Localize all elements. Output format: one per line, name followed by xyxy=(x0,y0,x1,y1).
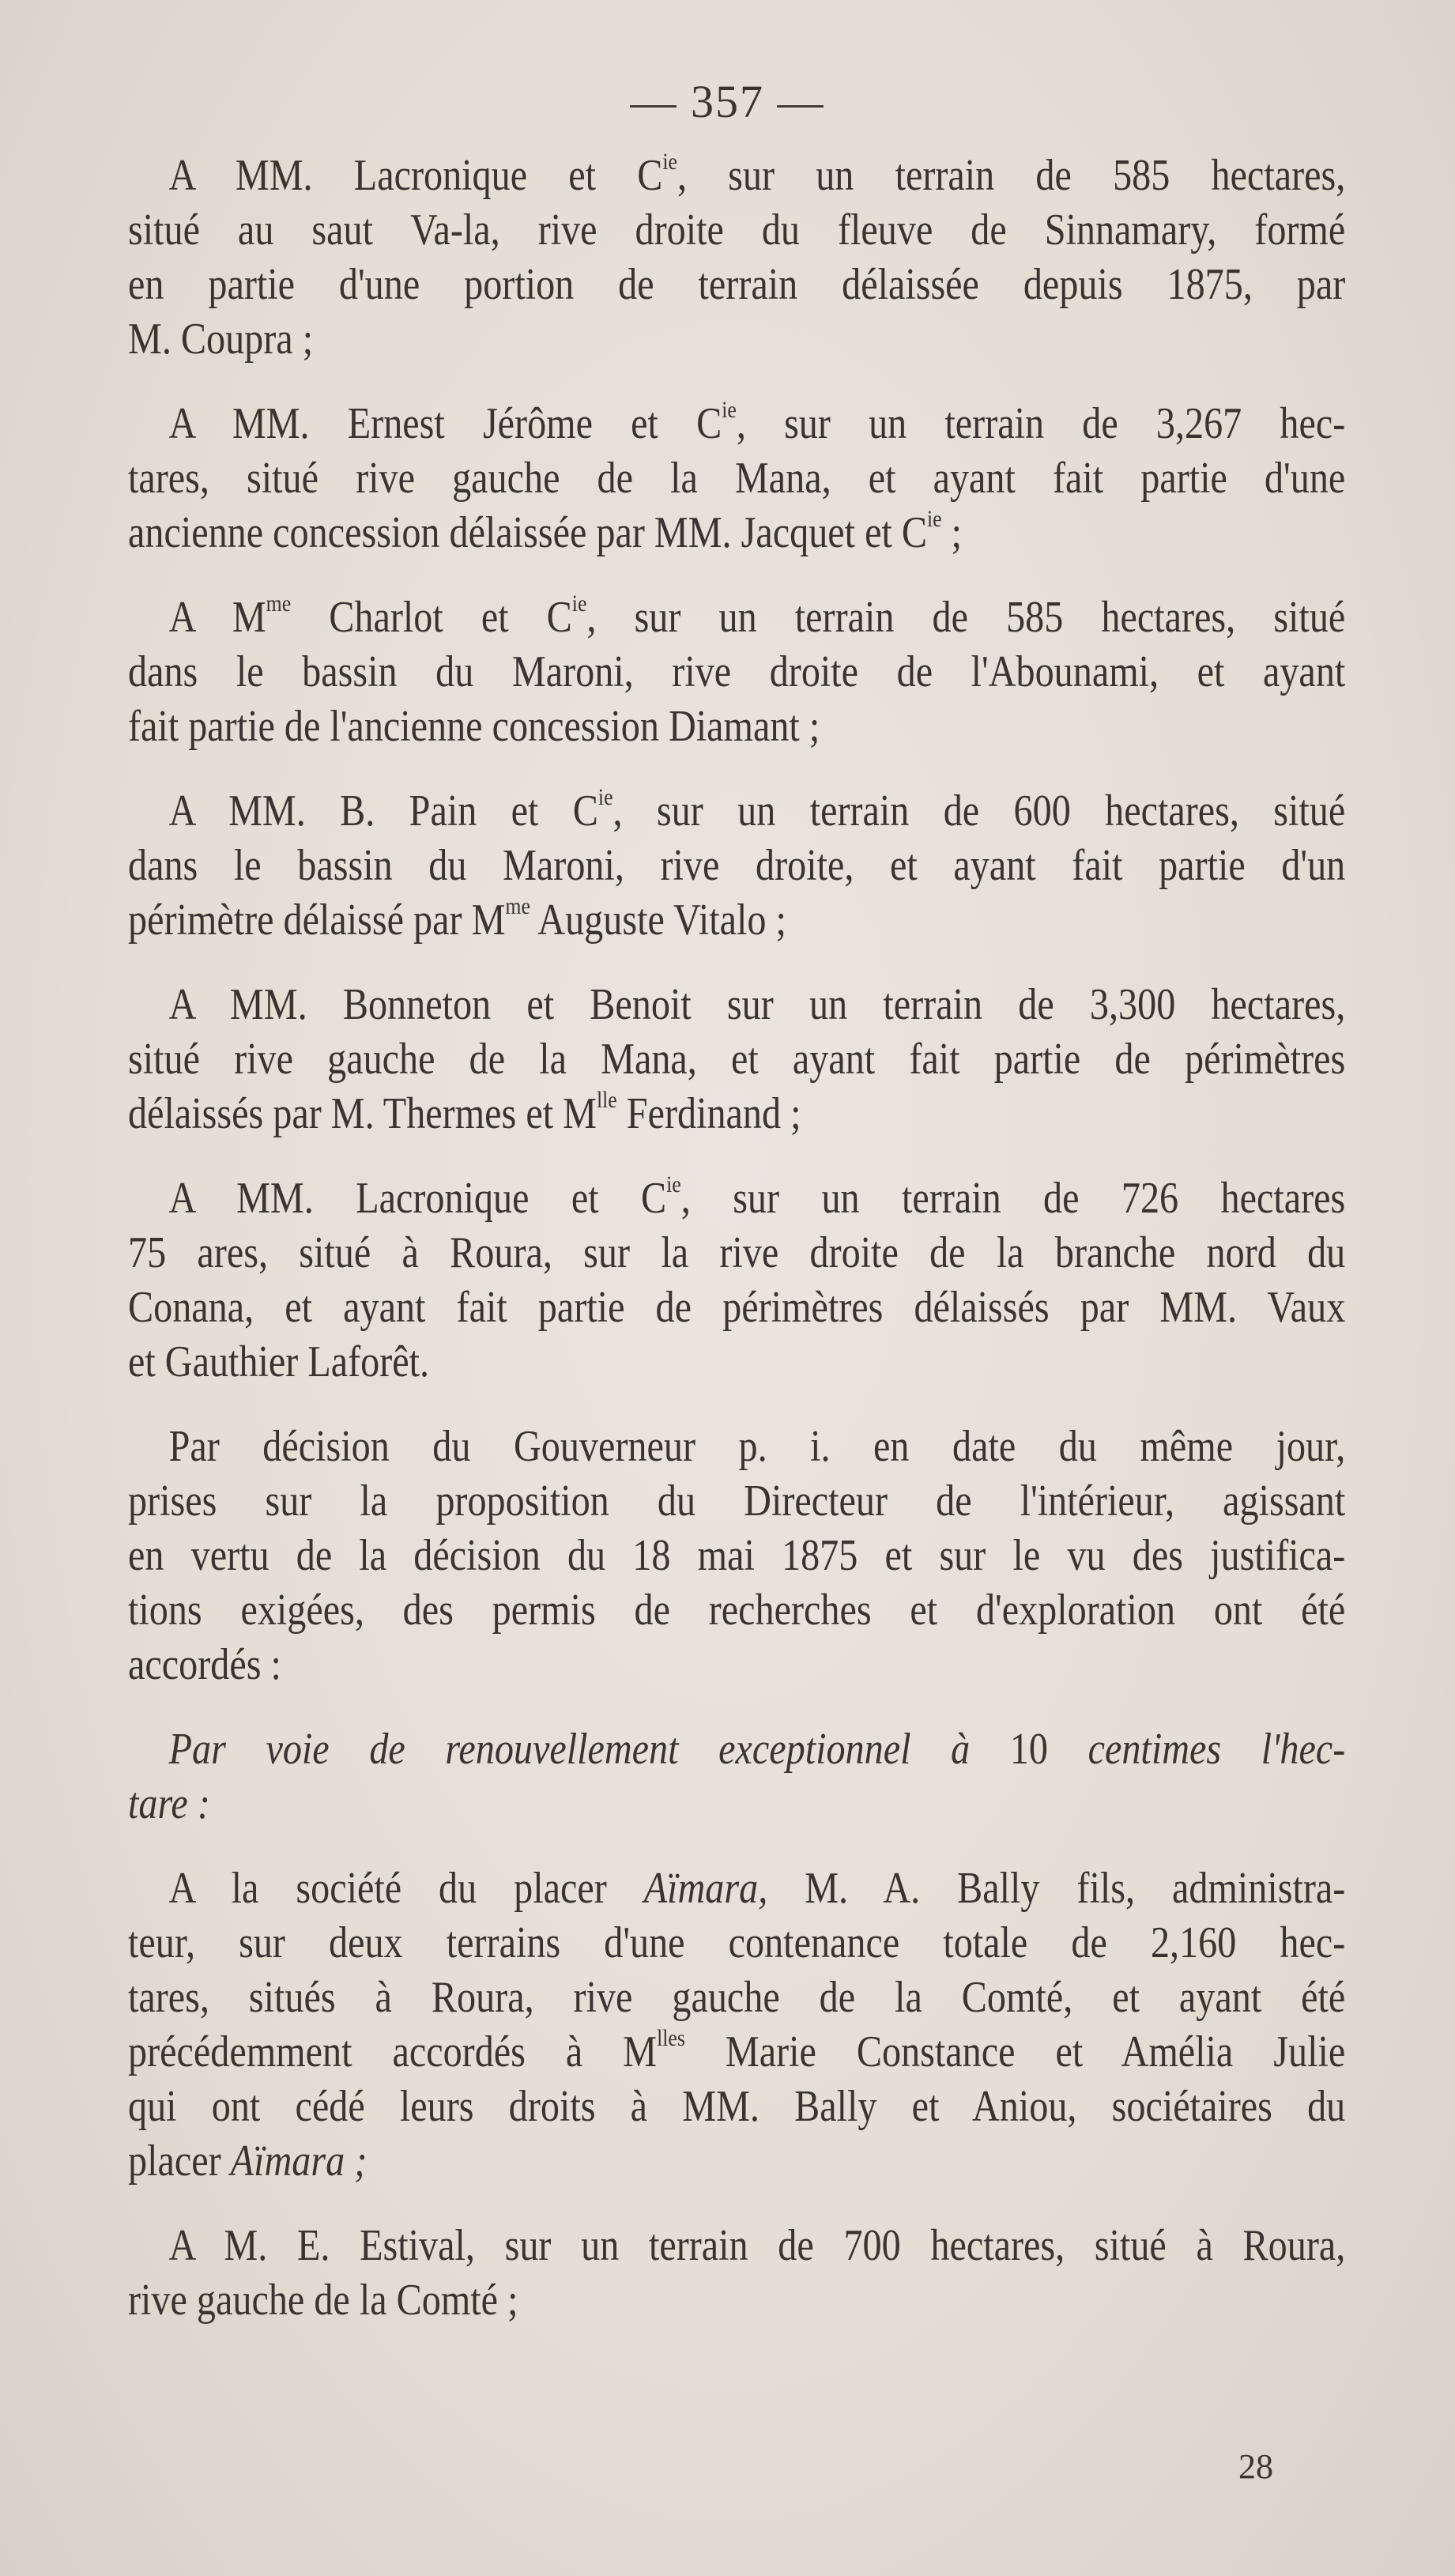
text-run: délaissés par M. Thermes et M xyxy=(128,1089,597,1138)
superscript: ie xyxy=(927,506,942,532)
text-line: Par décision du Gouverneur p. i. en date du même jour, xyxy=(168,1422,1346,1471)
text-run: Aïmara ; xyxy=(230,2137,368,2186)
text-line: teur, sur deux terrains d'une contenance totale de 2,160 hec- xyxy=(128,1918,1346,1967)
text-line: A M. E. Estival, sur un terrain de 700 hectares, situé à Roura, xyxy=(168,2221,1346,2270)
superscript: me xyxy=(266,590,292,617)
superscript: me xyxy=(505,893,530,919)
text-line: tares, situés à Roura, rive gauche de la Comté, et ayant été xyxy=(128,1973,1346,2022)
superscript: lles xyxy=(657,2025,685,2051)
text-line: et Gauthier Laforêt. xyxy=(128,1337,430,1386)
superscript: ie xyxy=(597,784,613,810)
text-run: A MM. Lacronique et C xyxy=(168,151,663,200)
text-run: , sur un terrain de 3,267 hec- xyxy=(736,399,1346,448)
text-run: Auguste Vitalo ; xyxy=(530,896,786,945)
section-heading xyxy=(128,1722,1345,1831)
text-run: périmètre délaissé par M xyxy=(128,896,506,945)
paragraph xyxy=(128,590,1345,754)
body-text xyxy=(128,149,1345,2358)
text-line: tares, situé rive gauche de la Mana, et ayant fait partie d'une xyxy=(128,454,1346,503)
paragraph xyxy=(128,1861,1345,2189)
text-run: Charlot et C xyxy=(291,593,572,642)
superscript: lle xyxy=(596,1087,617,1113)
text-run: , sur un terrain de 585 hectares, xyxy=(677,151,1346,200)
text-run: M. A. Bally fils, administra- xyxy=(767,1864,1346,1913)
paragraph xyxy=(128,978,1345,1141)
text-line: situé au saut Va-la, rive droite du fleuve de Sinnamary, formé xyxy=(128,206,1346,255)
text-run: Ferdinand ; xyxy=(616,1089,801,1138)
text-line: A MM. Bonneton et Benoit sur un terrain de 3,300 hectares, xyxy=(168,980,1346,1029)
page-number: — 357 — xyxy=(630,76,825,127)
text-run: Marie Constance et Amélia Julie xyxy=(684,2027,1346,2076)
text-line: M. Coupra ; xyxy=(128,315,314,364)
text-run: A M xyxy=(168,593,266,642)
signature-mark: 28 xyxy=(1238,2447,1273,2486)
superscript: ie xyxy=(662,149,677,175)
text-run: ; xyxy=(941,508,963,557)
paragraph xyxy=(128,397,1345,560)
text-run: Par voie de renouvellement exceptionnel à xyxy=(168,1725,1010,1774)
superscript: ie xyxy=(571,590,587,617)
text-run: Aïmara, xyxy=(643,1864,768,1913)
text-line: rive gauche de la Comté ; xyxy=(128,2276,518,2325)
text-line: Conana, et ayant fait partie de périmètres délaissés par MM. Vaux xyxy=(128,1283,1346,1332)
text-run: 10 xyxy=(1009,1725,1048,1774)
text-run: A MM. Ernest Jérôme et C xyxy=(168,399,722,448)
text-line: 75 ares, situé à Roura, sur la rive droite de la branche nord du xyxy=(128,1228,1346,1277)
text-run: A MM. Lacronique et C xyxy=(168,1174,667,1223)
text-line: tare : xyxy=(128,1779,210,1828)
superscript: ie xyxy=(666,1171,681,1197)
text-line: en vertu de la décision du 18 mai 1875 et sur le vu des justifica- xyxy=(128,1531,1346,1580)
text-line: prises sur la proposition du Directeur de l'intérieur, agissant xyxy=(128,1477,1346,1526)
text-run: A la société du placer xyxy=(168,1864,644,1913)
text-run: ancienne concession délaissée par MM. Jacquet et C xyxy=(128,508,928,557)
paragraph xyxy=(128,149,1345,367)
text-line: fait partie de l'ancienne concession Diamant ; xyxy=(128,702,820,751)
paragraph xyxy=(128,1420,1345,1692)
text-line: dans le bassin du Maroni, rive droite, et ayant fait partie d'un xyxy=(128,841,1346,890)
text-line: situé rive gauche de la Mana, et ayant fait partie de périmètres xyxy=(128,1035,1346,1084)
text-line: qui ont cédé leurs droits à MM. Bally et Aniou, sociétaires du xyxy=(128,2082,1346,2131)
text-run: , sur un terrain de 726 hectares xyxy=(680,1174,1346,1223)
paragraph xyxy=(128,2219,1345,2328)
text-run: centimes l'hec- xyxy=(1047,1725,1346,1774)
text-run: précédemment accordés à M xyxy=(128,2027,658,2076)
text-run: placer xyxy=(128,2137,231,2186)
text-line: tions exigées, des permis de recherches et d'exploration ont été xyxy=(128,1586,1346,1635)
text-line: accordés : xyxy=(128,1640,281,1689)
paragraph xyxy=(128,784,1345,948)
text-run: , sur un terrain de 600 hectares, situé xyxy=(613,786,1346,835)
paragraph xyxy=(128,1171,1345,1390)
text-line: en partie d'une portion de terrain délaissée depuis 1875, par xyxy=(128,260,1346,309)
superscript: ie xyxy=(722,397,737,423)
text-run: , sur un terrain de 585 hectares, situé xyxy=(586,593,1346,642)
text-run: A MM. B. Pain et C xyxy=(168,786,598,835)
text-line: dans le bassin du Maroni, rive droite de l'Abounami, et ayant xyxy=(128,647,1346,696)
